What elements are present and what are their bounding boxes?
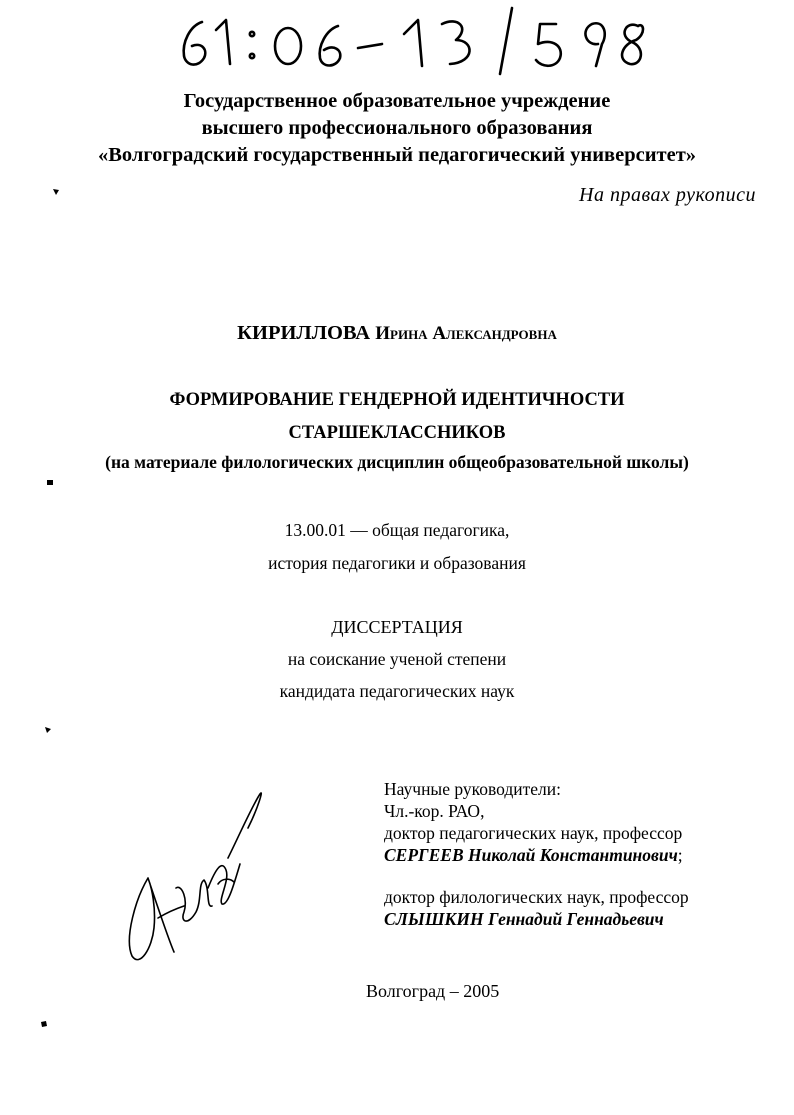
advisor1-rank: Чл.-кор. РАО, [384,801,485,821]
scan-mark-1 [52,188,60,196]
advisor2-name: СЛЫШКИН Геннадий Геннадьевич [384,909,664,929]
dissertation-block [0,611,794,707]
institution-block [0,88,794,169]
title-line-1: ФОРМИРОВАНИЕ ГЕНДЕРНОЙ ИДЕНТИЧНОСТИ [169,390,625,410]
dissertation-subtitle: (на материале филологических дисциплин общеобразовательной школы) [105,452,689,472]
advisor1-name: СЕРГЕЕВ Николай Константинович [384,845,678,865]
author-name [0,322,794,345]
advisor1-suffix: ; [677,845,683,865]
dissertation-title [0,384,794,450]
handwritten-signature [118,788,268,968]
advisors-block [384,778,689,930]
scan-mark-4 [40,1020,48,1028]
dissertation-line-2: кандидата педагогических наук [279,681,515,701]
advisor1-degree: доктор педагогических наук, профессор [384,823,683,843]
title-line-2: СТАРШЕКЛАССНИКОВ [288,423,506,443]
advisors-heading: Научные руководители: [384,779,561,799]
institution-line-3: «Волгоградский государственный педагогический университет» [97,144,697,166]
advisor2-degree: доктор филологических наук, профессор [384,887,689,907]
place-year: Волгоград – 2005 [366,981,500,1001]
author-given-names: Ирина Александровна [375,323,557,344]
specialty-block [0,514,794,580]
handwritten-archive-code [160,0,680,78]
institution-line-2: высшего профессионального образования [201,117,593,139]
author-surname: КИРИЛЛОВА [237,322,371,344]
advisors-gap [384,866,689,886]
institution-line-1: Государственное образовательное учреждение [183,90,611,112]
manuscript-note: На правах рукописи [579,184,756,206]
dissertation-line-1: на соискание ученой степени [287,649,507,669]
specialty-line-2: история педагогики и образования [268,553,526,573]
scan-mark-3 [44,726,52,734]
specialty-line-1: 13.00.01 — общая педагогика, [284,520,510,540]
advisor1-name-line [384,844,689,866]
scan-mark-2 [46,478,54,486]
dissertation-heading: ДИССЕРТАЦИЯ [331,617,463,637]
